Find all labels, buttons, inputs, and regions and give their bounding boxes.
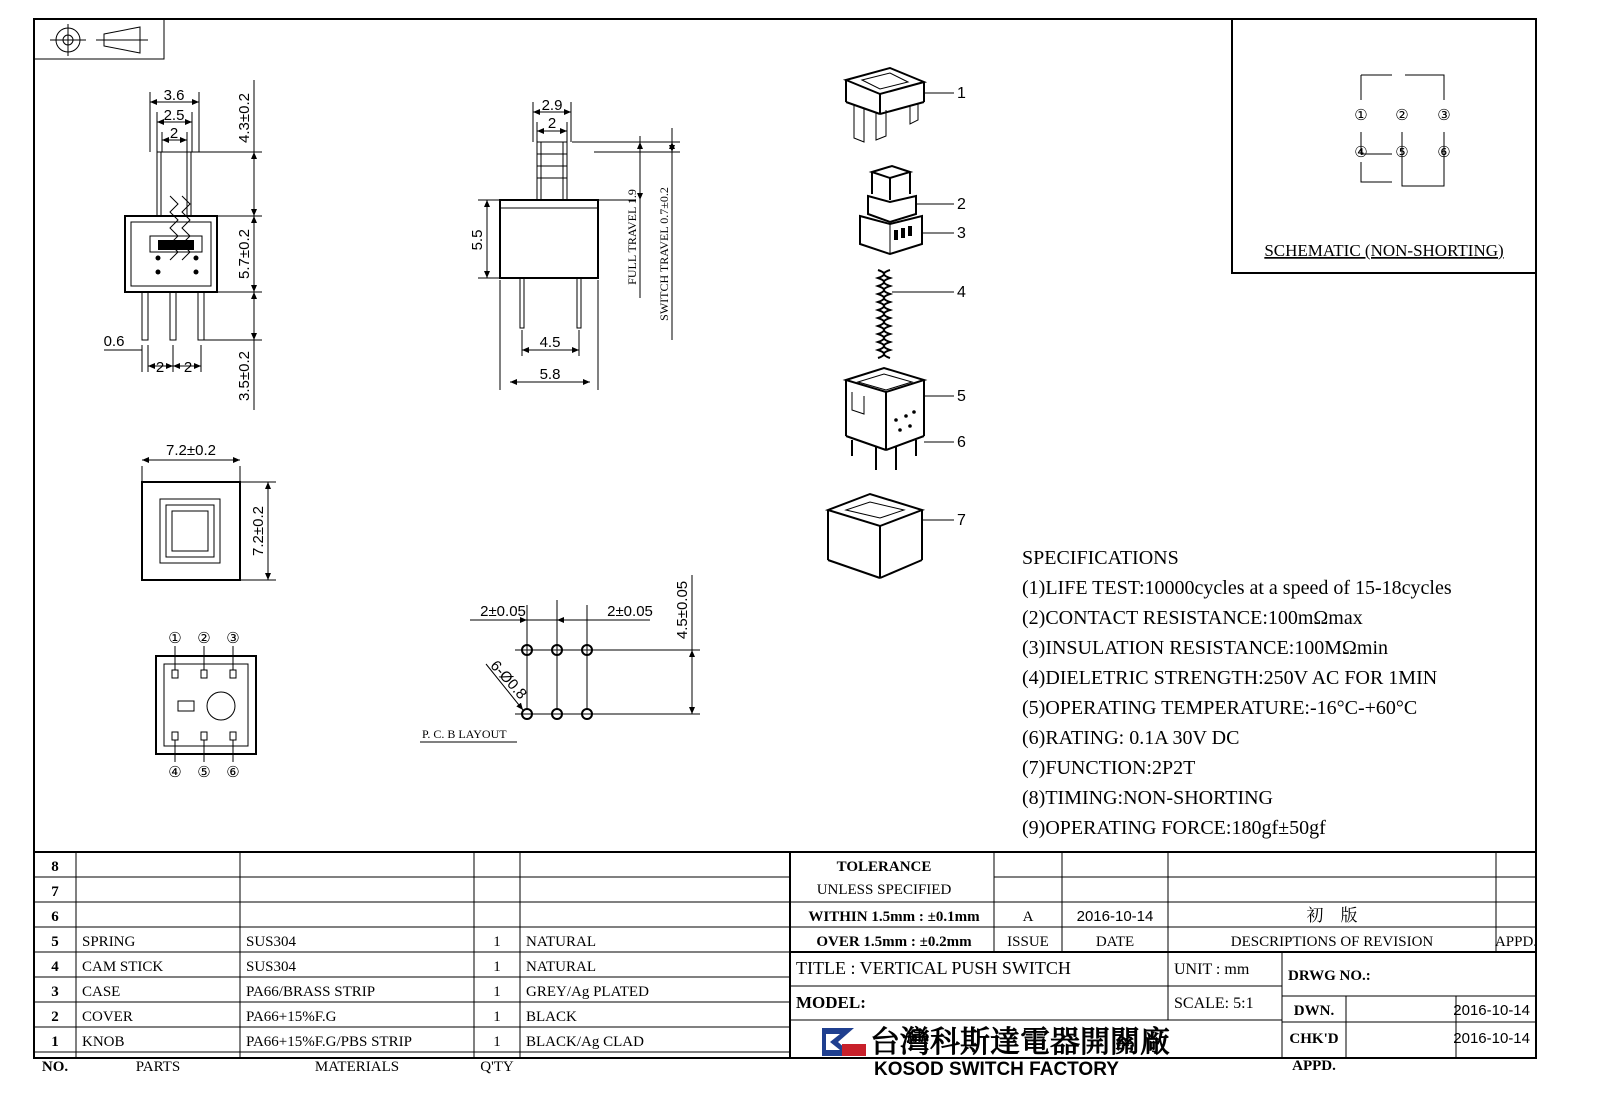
bottom-pin-4: ④: [168, 764, 182, 781]
bom-qty: 1: [493, 934, 501, 950]
specifications: [1022, 547, 1452, 839]
bom-qty: 1: [493, 1009, 501, 1025]
company-name-english: KOSOD SWITCH FACTORY: [874, 1059, 1119, 1080]
bom-part: COVER: [82, 1009, 133, 1025]
bom-no: 5: [51, 934, 59, 950]
full-travel-label: FULL TRAVEL 1.9: [625, 189, 639, 285]
revision-date: 2016-10-14: [1076, 908, 1154, 925]
schematic-pin-3: ③: [1437, 107, 1451, 124]
drawing-title: TITLE : VERTICAL PUSH SWITCH: [796, 958, 1071, 978]
tolerance-over: OVER 1.5mm : ±0.2mm: [816, 934, 972, 950]
schematic-pin-6: ⑥: [1437, 144, 1451, 161]
bom-material: SUS304: [246, 934, 297, 950]
spec-item: (9)OPERATING FORCE:180gf±50gf: [1022, 817, 1326, 839]
bom-part: CAM STICK: [82, 959, 164, 975]
spec-item: (3)INSULATION RESISTANCE:100MΩmin: [1022, 637, 1389, 659]
tolerance-within: WITHIN 1.5mm : ±0.1mm: [808, 909, 980, 925]
exploded-part-knob: [846, 68, 954, 142]
callout-5: 5: [957, 388, 966, 405]
tolerance-title: TOLERANCE: [836, 859, 932, 875]
bom-header-materials: MATERIALS: [314, 1059, 400, 1075]
appd-label: APPD.: [1292, 1058, 1336, 1074]
bottom-pin-5: ⑤: [197, 764, 211, 781]
front-dim-2: 2: [547, 115, 557, 132]
exploded-part-case: [846, 368, 954, 470]
bom-no: 8: [51, 859, 59, 875]
side-dim-2-5: 2.5: [163, 107, 185, 124]
bom-finish: NATURAL: [526, 934, 596, 950]
callout-4: 4: [957, 284, 966, 301]
callout-6: 6: [957, 434, 966, 451]
chkd-label: CHK'D: [1289, 1031, 1339, 1047]
front-dim-5-5: 5.5: [469, 229, 486, 251]
projection-symbol-icon: [34, 19, 164, 59]
side-dim-pitch-1: 2: [155, 359, 165, 376]
side-dim-2: 2: [169, 125, 179, 142]
schematic-pin-5: ⑤: [1395, 144, 1409, 161]
bom-no: 1: [51, 1034, 59, 1050]
dwn-date: 2016-10-14: [1453, 1002, 1530, 1019]
schematic-pin-4: ④: [1354, 144, 1368, 161]
company-name-chinese: 台灣科斯達電器開關廠: [870, 1026, 1170, 1059]
bom-qty: 1: [493, 959, 501, 975]
bom-part: SPRING: [82, 934, 136, 950]
spec-item: (4)DIELETRIC STRENGTH:250V AC FOR 1MIN: [1022, 667, 1438, 689]
side-dim-3-5: 3.5±0.2: [236, 351, 253, 401]
bom-finish: NATURAL: [526, 959, 596, 975]
revision-header-appd: APPD.: [1494, 934, 1538, 950]
front-view: [469, 97, 680, 390]
spec-item: (6)RATING: 0.1A 30V DC: [1022, 727, 1240, 749]
revision-header-date: DATE: [1095, 934, 1135, 950]
pcb-layout-label: P. C. B LAYOUT: [422, 727, 507, 741]
spec-item: (1)LIFE TEST:10000cycles at a speed of 15-18cycles: [1022, 577, 1452, 599]
exploded-part-spring-icon: [878, 270, 954, 358]
bottom-pin-3: ③: [226, 630, 240, 647]
side-view: [104, 80, 262, 410]
switch-travel-label: SWITCH TRAVEL 0.7±0.2: [657, 187, 671, 321]
callout-2: 2: [957, 196, 966, 213]
pcb-dim-pitch-left: 2±0.05: [480, 603, 526, 620]
dwn-label: DWN.: [1293, 1003, 1335, 1019]
spec-item: (5)OPERATING TEMPERATURE:-16°C-+60°C: [1022, 697, 1418, 719]
specifications-title: SPECIFICATIONS: [1022, 547, 1179, 569]
schematic-pin-2: ②: [1395, 107, 1409, 124]
bottom-pin-2: ②: [197, 630, 211, 647]
schematic-label: SCHEMATIC (NON-SHORTING): [1264, 241, 1504, 260]
revision-issue: A: [1022, 909, 1034, 925]
spec-item: (7)FUNCTION:2P2T: [1022, 757, 1196, 779]
schematic-box: [1232, 19, 1536, 273]
front-dim-2-9: 2.9: [541, 97, 563, 114]
exploded-part-cam-stick: [860, 166, 954, 254]
bom-header-no: NO.: [41, 1059, 69, 1075]
side-dim-4-3: 4.3±0.2: [236, 93, 253, 143]
bottom-pin-6: ⑥: [226, 764, 240, 781]
revision-block: [790, 852, 1537, 952]
bom-no: 2: [51, 1009, 59, 1025]
top-dim-height: 7.2±0.2: [250, 506, 267, 556]
bom-part: KNOB: [82, 1034, 125, 1050]
callout-1: 1: [957, 85, 966, 102]
bom-no: 4: [51, 959, 59, 975]
side-dim-3-6: 3.6: [163, 87, 185, 104]
spec-item: (8)TIMING:NON-SHORTING: [1022, 787, 1273, 809]
pcb-dim-hole: 6-Ø0.8: [486, 657, 531, 703]
bottom-pin-1: ①: [168, 630, 182, 647]
top-view: [142, 442, 276, 580]
bom-no: 7: [51, 884, 59, 900]
bom-material: PA66+15%F.G: [246, 1009, 337, 1025]
scale-label: SCALE: 5:1: [1174, 995, 1254, 1012]
bom-part: CASE: [82, 984, 121, 1000]
bom-header-qty: Q'TY: [480, 1059, 514, 1075]
bom-no: 6: [51, 909, 59, 925]
chkd-date: 2016-10-14: [1453, 1030, 1530, 1047]
bom-finish: BLACK: [526, 1009, 577, 1025]
bom-finish: BLACK/Ag CLAD: [526, 1034, 644, 1050]
revision-description: 初 版: [1306, 906, 1358, 925]
company-logo-icon: [822, 1028, 866, 1056]
unit-label: UNIT : mm: [1174, 961, 1250, 978]
exploded-view: [828, 68, 966, 578]
side-dim-pitch-2: 2: [183, 359, 193, 376]
bom-header-parts: PARTS: [135, 1059, 181, 1075]
bom-finish: GREY/Ag PLATED: [526, 984, 649, 1000]
bottom-view: [156, 630, 256, 781]
revision-header-issue: ISSUE: [1007, 934, 1049, 950]
drawing-number-label: DRWG NO.:: [1288, 968, 1371, 984]
title-block: [790, 952, 1536, 1080]
spec-item: (2)CONTACT RESISTANCE:100mΩmax: [1022, 607, 1363, 629]
callout-3: 3: [957, 225, 966, 242]
model-label: MODEL:: [796, 993, 866, 1012]
bom-qty: 1: [493, 984, 501, 1000]
revision-header-description: DESCRIPTIONS OF REVISION: [1230, 934, 1434, 950]
bom-qty: 1: [493, 1034, 501, 1050]
pcb-dim-pitch-right: 2±0.05: [607, 603, 653, 620]
side-dim-0-6: 0.6: [103, 333, 125, 350]
bom-material: PA66+15%F.G/PBS STRIP: [246, 1034, 412, 1050]
front-dim-4-5: 4.5: [539, 334, 561, 351]
side-dim-5-7: 5.7±0.2: [236, 229, 253, 279]
top-dim-width: 7.2±0.2: [166, 442, 216, 459]
tolerance-subtitle: UNLESS SPECIFIED: [816, 882, 952, 898]
bom-material: PA66/BRASS STRIP: [246, 984, 376, 1000]
schematic-pin-1: ①: [1354, 107, 1368, 124]
front-dim-5-8: 5.8: [539, 366, 561, 383]
callout-7: 7: [957, 512, 966, 529]
pcb-dim-row-spacing: 4.5±0.05: [674, 580, 691, 640]
exploded-part-cover: [828, 494, 954, 578]
bom-material: SUS304: [246, 959, 297, 975]
pcb-layout: [420, 575, 700, 742]
bom-no: 3: [51, 984, 59, 1000]
